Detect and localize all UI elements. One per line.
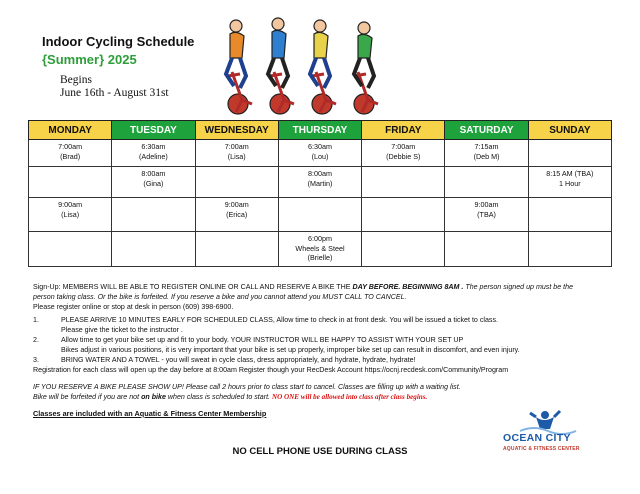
empty-cell [362,167,445,198]
membership-note: Classes are included with an Aquatic & Fitness Center Membership [33,409,267,418]
class-time: 7:00am [391,142,416,151]
class-instructor: (Gina) [143,178,164,188]
class-time: 7:00am [58,142,83,151]
signup-italic-tail: The person signed up must be the [465,283,574,291]
rider-3 [310,20,330,88]
logo-name: OCEAN CITY [503,432,571,444]
signup-line-3: Please register online or stop at desk in person (609) 398-6900. [33,303,234,311]
list-item [33,315,613,325]
class-instructor: (Deb M) [473,151,500,161]
class-cell [29,198,112,232]
rule-subtext: Please give the ticket to the instructor . [61,326,183,334]
bike-1 [228,72,252,114]
signup-line-2: person taking class. Or the bike is forfeited. If you reserve a bike and you cannot attend you MUST CALL TO CANCEL. [33,293,407,301]
warning-bold: on bike [141,393,166,401]
class-cell [29,140,112,167]
class-time: 7:15am [474,142,499,151]
season-subtitle: {Summer} 2025 [42,52,137,67]
table-row [29,140,612,167]
empty-cell [528,198,611,232]
day-header-friday: FRIDAY [362,121,445,140]
class-cell [362,140,445,167]
day-header-wednesday: WEDNESDAY [195,121,278,140]
rule-text: Allow time to get your bike set up and fit to your body. YOUR INSTRUCTOR WILL BE HAPPY TO ASSIST WITH YOUR SET UP [61,336,464,344]
class-instructor: (Martin) [307,178,333,188]
class-cell [528,167,611,198]
cyclists-illustration [218,12,396,118]
begins-label: Begins [60,74,92,86]
rule-text: PLEASE ARRIVE 10 MINUTES EARLY FOR SCHEDULED CLASS, Allow time to check in at front desk. You will be issued a ticket to class. [61,316,498,324]
class-instructor: (TBA) [477,209,496,219]
class-time: 6:00pm [307,234,332,243]
empty-cell [278,198,361,232]
class-time: 7:00am [224,142,249,151]
class-instructor: (Brad) [60,151,81,161]
empty-cell [362,232,445,267]
class-instructor: (Lisa) [61,209,80,219]
class-time: 9:00am [224,200,249,209]
page-title: Indoor Cycling Schedule [42,34,195,49]
signup-lead: Sign-Up: MEMBERS WILL BE ABLE TO REGISTER ONLINE OR CALL AND RESERVE A BIKE THE [33,283,351,291]
class-cell [195,198,278,232]
warning-pre: Bike will be forfeited if you are not [33,393,140,401]
class-time: 8:00am [141,169,166,178]
rule-number: 1. [33,316,39,324]
rider-4 [354,22,374,88]
class-name: Wheels & Steel [295,243,345,253]
class-time: 8:15 AM (TBA) [546,169,594,178]
class-time: 6:30am [307,142,332,151]
empty-cell [195,167,278,198]
class-time: 8:00am [307,169,332,178]
class-cell [112,140,195,167]
rule-number: 2. [33,336,39,344]
signup-paragraph [33,282,613,292]
class-cell [112,167,195,198]
empty-cell [29,167,112,198]
signup-emphasis: DAY BEFORE. BEGINNING 8AM . [352,283,464,291]
empty-cell [445,232,528,267]
rider-2 [268,18,288,88]
class-cell [278,140,361,167]
registration-note: Registration for each class will open up the day before at 8:00am Register though your RecDesk Account https://ocnj.recdesk.com/Community/Program [33,366,509,374]
day-header-tuesday: TUESDAY [112,121,195,140]
class-cell [278,232,361,267]
class-time: 9:00am [474,200,499,209]
empty-cell [528,140,611,167]
class-time: 9:00am [58,200,83,209]
class-cell [195,140,278,167]
empty-cell [362,198,445,232]
warning-line-2 [33,392,613,402]
empty-cell [445,167,528,198]
table-row [29,232,612,267]
rules-list [33,315,613,365]
begins-block [60,74,169,100]
class-instructor: (Adeline) [139,151,168,161]
schedule-table [28,120,612,267]
class-instructor: (Lou) [311,151,329,161]
date-range: June 16th - August 31st [60,87,169,99]
class-duration: 1 Hour [559,178,581,188]
table-row [29,167,612,198]
rule-number: 3. [33,356,39,364]
warning-red: NO ONE will be allowed into class after class begins. [272,393,428,401]
class-cell [445,140,528,167]
class-cell [278,167,361,198]
table-row [29,198,612,232]
day-header-monday: MONDAY [29,121,112,140]
warning-line-1: IF YOU RESERVE A BIKE PLEASE SHOW UP! Please call 2 hours prior to class start to cancel. Classes are filling up with a waiting list. [33,383,461,391]
class-instructor: (Brielle) [307,253,333,262]
warning-mid: when class is scheduled to start. [167,393,271,401]
day-header-saturday: SATURDAY [445,121,528,140]
empty-cell [29,232,112,267]
empty-cell [528,232,611,267]
notes-section [33,282,613,419]
class-time: 6:30am [141,142,166,151]
day-header-row [29,121,612,140]
list-item [33,355,613,365]
class-instructor: (Lisa) [227,151,246,161]
list-item [33,335,613,345]
bike-3 [312,72,336,114]
logo-tagline: AQUATIC & FITNESS CENTER [503,446,580,452]
day-header-sunday: SUNDAY [528,121,611,140]
bike-2 [270,72,294,114]
rule-text: BRING WATER AND A TOWEL - you will sweat in cycle class, dress appropriately, and hydrate, hydrate, hydrate! [61,356,416,364]
rider-1 [226,20,246,88]
class-instructor: (Debbie S) [386,151,421,161]
class-cell [445,198,528,232]
empty-cell [112,198,195,232]
class-instructor: (Erica) [226,209,248,219]
rule-subtext: Bikes adjust in various positions, it is very important that your bike is set up properly, improper bike set up can result in discomfort, and even injury. [61,346,520,354]
day-header-thursday: THURSDAY [278,121,361,140]
no-cell-phone-notice: NO CELL PHONE USE DURING CLASS [232,446,408,457]
empty-cell [112,232,195,267]
empty-cell [195,232,278,267]
